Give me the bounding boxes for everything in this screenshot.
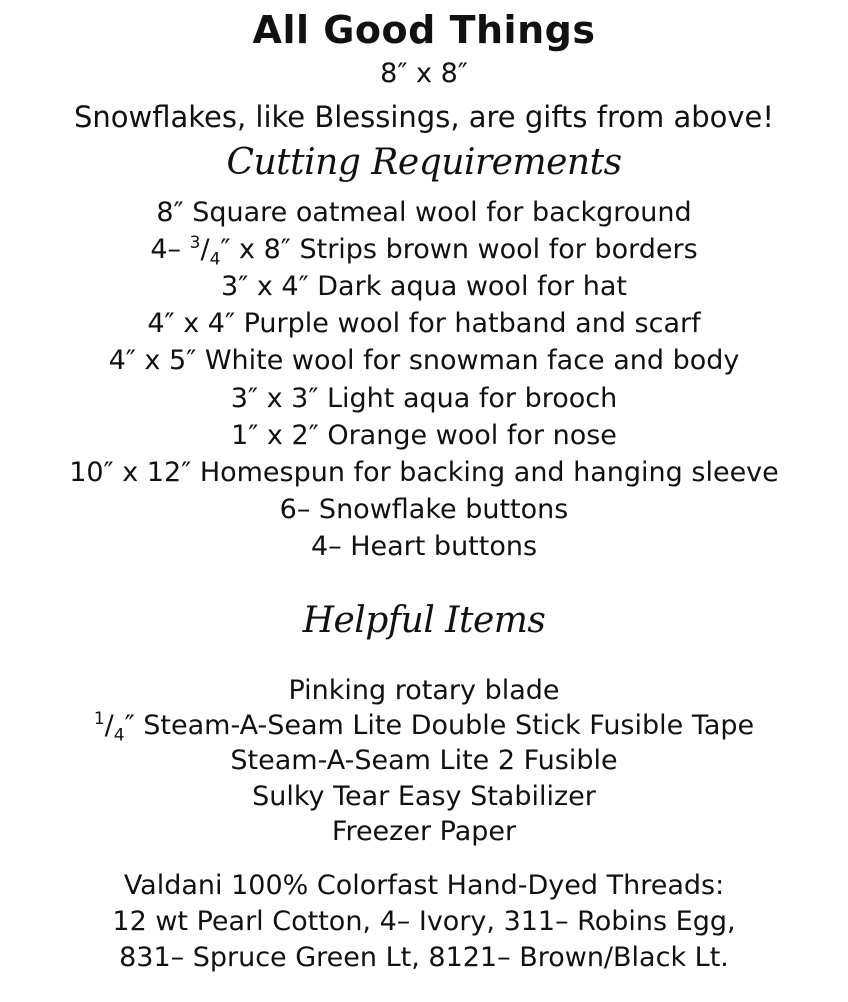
helpful-item: Pinking rotary blade [288,675,560,706]
cutting-item: 10″ x 12″ Homespun for backing and hanging sleeve [69,457,779,488]
pattern-size: 8″ x 8″ [380,58,468,89]
fraction-bar: / [200,234,210,265]
helpful-item: Steam-A-Seam Lite 2 Fusible [230,745,618,776]
helpful-items-heading: Helpful Items [302,600,546,641]
fraction-denominator: 4 [113,725,125,746]
helpful-item: Freezer Paper [331,816,517,847]
helpful-item-suffix: ″ Steam-A-Seam Lite Double Stick Fusible Tape [124,710,755,741]
cutting-item: 8″ Square oatmeal wool for background [156,197,692,228]
pattern-title: All Good Things [252,8,596,52]
fraction-denominator: 4 [209,249,221,270]
cutting-item: 4– Heart buttons [310,531,538,562]
threads-line: 831– Spruce Green Lt, 8121– Brown/Black Lt. [119,942,729,973]
threads-line: 12 wt Pearl Cotton, 4– Ivory, 311– Robins Egg, [112,906,736,937]
cutting-item-prefix: 4– [150,234,190,265]
cutting-requirements-heading: Cutting Requirements [226,142,622,183]
cutting-item: 4″ x 4″ Purple wool for hatband and scarf [147,308,701,339]
helpful-item: Sulky Tear Easy Stabilizer [252,781,596,812]
pattern-tagline: Snowflakes, like Blessings, are gifts from above! [73,100,774,134]
cutting-item: 3″ x 3″ Light aqua for brooch [230,383,618,414]
cutting-item: 6– Snowflake buttons [279,494,569,525]
threads-line: Valdani 100% Colorfast Hand-Dyed Threads: [123,870,725,901]
fraction-numerator: 3 [189,233,201,253]
cutting-item: 3″ x 4″ Dark aqua wool for hat [221,271,627,302]
fraction-numerator: 1 [93,709,105,729]
fraction-bar: / [104,710,114,741]
helpful-item-tape [0,709,848,746]
cutting-item: 1″ x 2″ Orange wool for nose [231,420,617,451]
cutting-item-suffix: ″ x 8″ Strips brown wool for borders [220,234,698,265]
cutting-item: 4″ x 5″ White wool for snowman face and body [108,345,740,376]
cutting-item-borders [0,233,848,270]
